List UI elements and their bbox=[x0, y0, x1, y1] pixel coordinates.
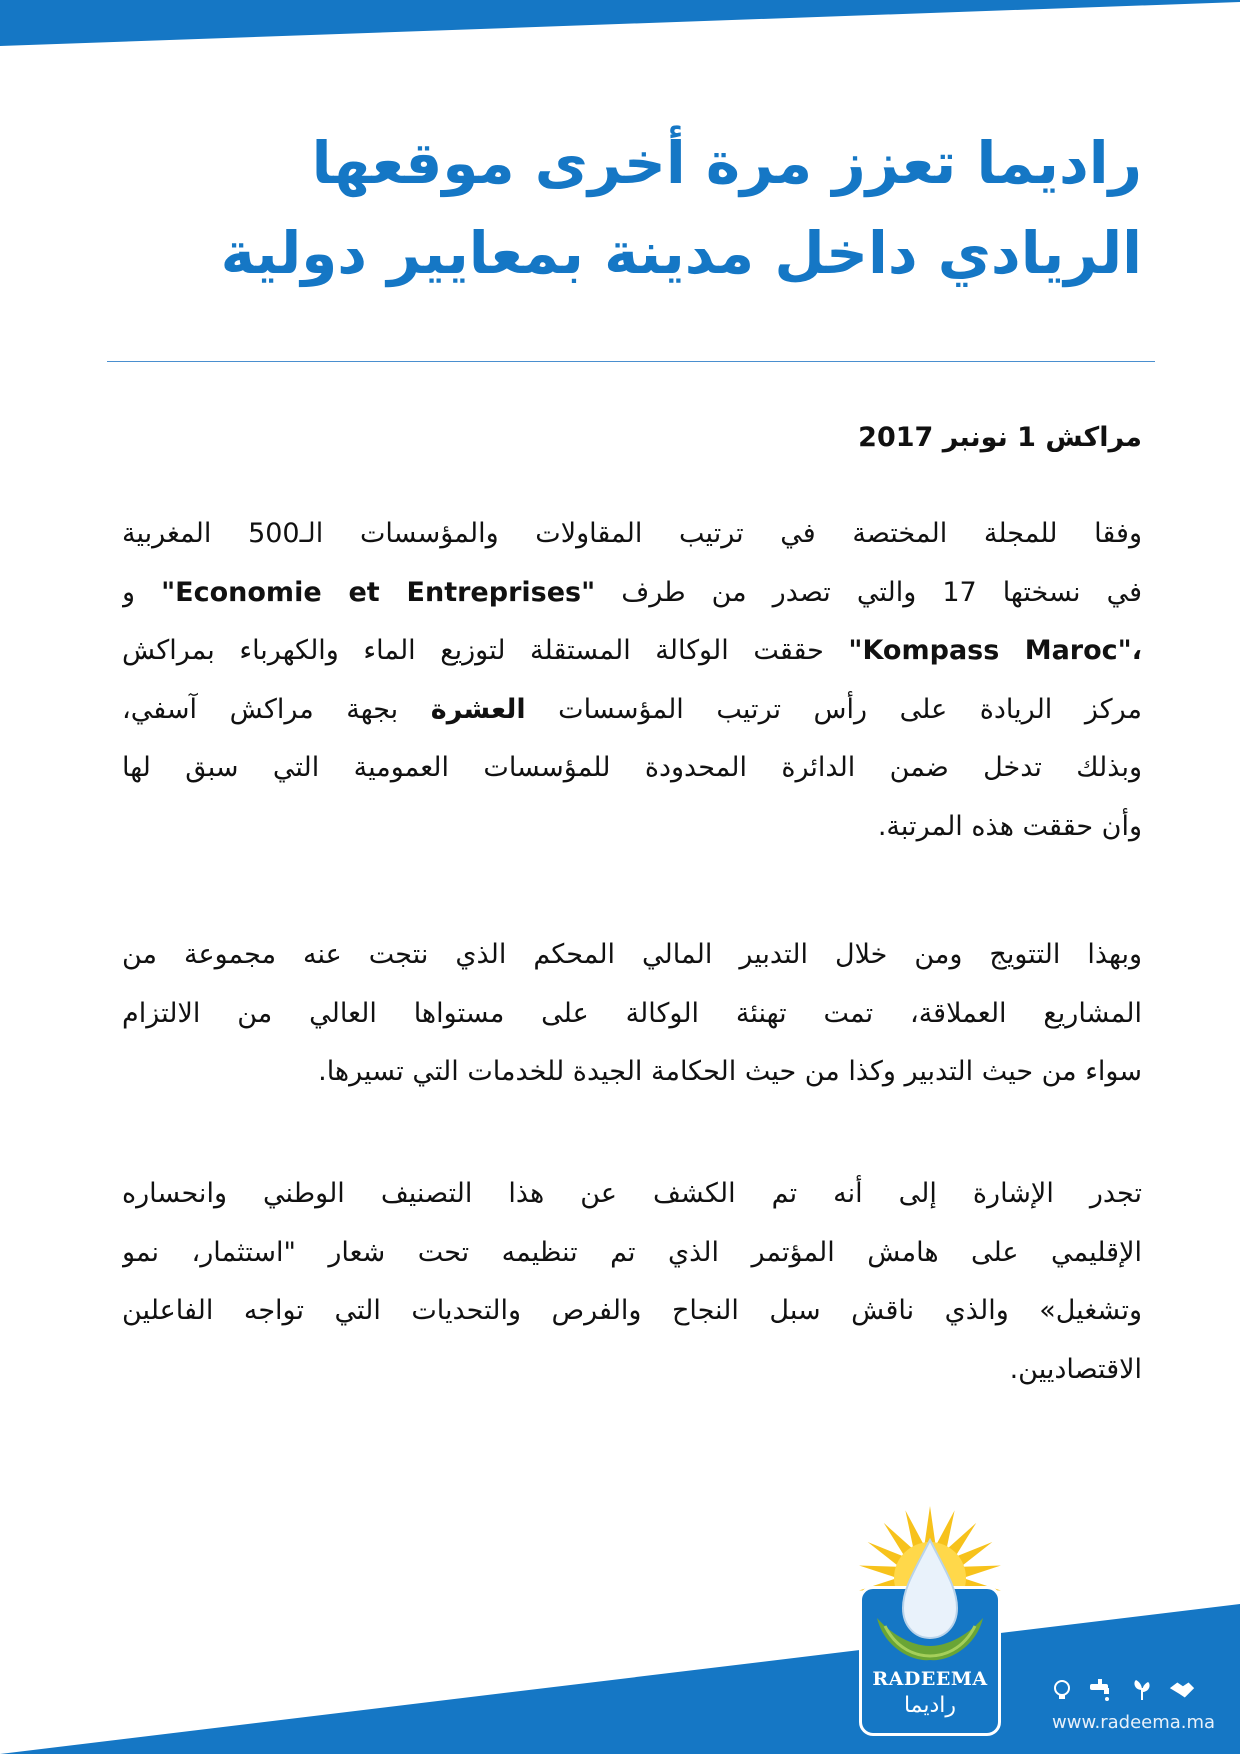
publication-name-kompass: "Kompass Maroc"، bbox=[848, 635, 1142, 666]
paragraph-3-line-3: وتشغيل» والذي ناقش سبل النجاح والفرص والتحديات التي تواجه الفاعلين bbox=[122, 1295, 1142, 1326]
water-tap-icon bbox=[1088, 1676, 1116, 1704]
paragraph-1 bbox=[122, 505, 1142, 856]
text-segment: حققت الوكالة المستقلة لتوزيع الماء والكهرباء بمراكش bbox=[122, 635, 824, 666]
top-decorative-band bbox=[0, 0, 1240, 50]
paragraph-3-line-4: الاقتصاديين. bbox=[1009, 1353, 1142, 1385]
paragraph-1-line-6: وأن حققت هذه المرتبة. bbox=[877, 810, 1142, 842]
handshake-icon bbox=[1168, 1676, 1196, 1704]
publication-name-economie: "Economie et Entreprises" bbox=[161, 576, 596, 608]
paragraph-1-line-2 bbox=[122, 564, 1142, 623]
logo-name: RADEEMA bbox=[872, 1668, 988, 1690]
paragraph-1-line-4 bbox=[122, 681, 1142, 740]
paragraph-2-line-2: المشاريع العملاقة، تمت تهنئة الوكالة على مستواها العالي من الالتزام bbox=[122, 997, 1142, 1029]
paragraph-3-line-1: تجدر الإشارة إلى أنه تم الكشف عن هذا التصنيف الوطني وانحساره bbox=[122, 1178, 1142, 1209]
dateline: مراكش 1 نونبر 2017 bbox=[858, 422, 1142, 453]
emphasis-ten: العشرة bbox=[430, 693, 526, 725]
paragraph-3-line-2: الإقليمي على هامش المؤتمر الذي تم تنظيمه تحت شعار "استثمار، نمو bbox=[122, 1236, 1142, 1268]
title-line-2: الريادي داخل مدينة بمعايير دولية bbox=[220, 219, 1142, 287]
plant-icon bbox=[1128, 1676, 1156, 1704]
text-segment: مركز الريادة على رأس ترتيب المؤسسات bbox=[558, 693, 1142, 725]
paragraph-1-line-5: وبذلك تدخل ضمن الدائرة المحدودة للمؤسسات العمومية التي سبق لها bbox=[122, 752, 1142, 783]
text-segment: في نسختها 17 والتي تصدر من طرف bbox=[621, 576, 1142, 608]
lightbulb-icon bbox=[1048, 1676, 1076, 1704]
paragraph-2-line-3: سواء من حيث التدبير وكذا من حيث الحكامة الجيدة للخدمات التي تسيرها. bbox=[318, 1056, 1142, 1087]
title-divider bbox=[107, 361, 1155, 362]
logo-name-arabic: راديما bbox=[903, 1693, 957, 1718]
paragraph-2-line-1: وبهذا التتويج ومن خلال التدبير المالي المحكم الذي نتجت عنه مجموعة من bbox=[122, 939, 1142, 970]
page-title bbox=[142, 118, 1142, 298]
paragraph-1-line-3 bbox=[122, 622, 1142, 681]
paragraph-1-line-1: وفقا للمجلة المختصة في ترتيب المقاولات والمؤسسات الـ500 المغربية bbox=[122, 518, 1142, 549]
text-segment: بجهة مراكش آسفي، bbox=[122, 693, 399, 725]
paragraph-3 bbox=[122, 1165, 1142, 1399]
paragraph-2 bbox=[122, 926, 1142, 1102]
radeema-logo bbox=[845, 1500, 1015, 1740]
text-segment: و bbox=[122, 576, 136, 608]
website-url: www.radeema.ma bbox=[1052, 1712, 1216, 1733]
service-icons bbox=[1048, 1675, 1218, 1705]
title-line-1: راديما تعزز مرة أخرى موقعها bbox=[311, 129, 1142, 197]
